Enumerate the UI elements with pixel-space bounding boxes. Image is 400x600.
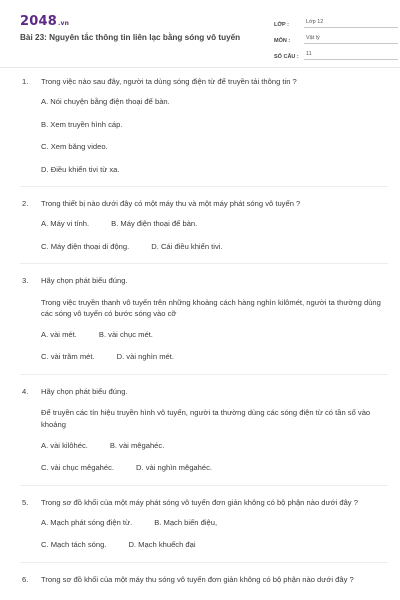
answer-option[interactable]: B. Mạch biến điệu, (154, 517, 218, 527)
answer-option-row (41, 164, 388, 175)
answer-option[interactable]: D. vài nghìn mét. (116, 352, 174, 362)
answer-options (41, 440, 388, 474)
answer-option[interactable]: D. Mạch khuếch đại (128, 540, 196, 550)
site-logo[interactable] (20, 14, 69, 29)
answer-option[interactable]: A. vài mét. (41, 330, 77, 340)
answer-option[interactable]: B. Máy điện thoại để bàn. (111, 219, 198, 229)
answer-option[interactable]: C. vài trăm mét. (41, 352, 95, 362)
meta-row-class (274, 15, 398, 28)
question-item (20, 275, 388, 363)
answer-option-row (41, 539, 388, 550)
answer-option-row (41, 440, 388, 451)
answer-option-row (41, 351, 388, 362)
question-number: 5. (22, 497, 29, 507)
question-number: 4. (22, 386, 29, 396)
answer-option[interactable]: B. Xem truyền hình cáp. (41, 119, 123, 129)
answer-option-row (41, 119, 388, 130)
answer-options (41, 517, 388, 551)
answer-option[interactable]: A. vài kilôhéc. (41, 440, 88, 450)
answer-option[interactable]: C. Máy điện thoại di động. (41, 241, 130, 251)
question-text: Trong việc nào sau đây, người ta dùng sóng điện từ để truyền tải thông tin ? (41, 77, 297, 86)
answer-option[interactable]: A. Mạch phát sóng điện từ. (41, 517, 133, 527)
answer-option[interactable]: D. Điều khiển tivi từ xa. (41, 164, 120, 174)
question-divider (20, 562, 388, 563)
answer-option-row (41, 141, 388, 152)
question-item (20, 386, 388, 474)
question-divider (20, 186, 388, 187)
lesson-title: Bài 23: Nguyên tắc thông tin liên lạc bằng sóng vô tuyến (20, 33, 241, 42)
meta-label: MÔN : (274, 38, 291, 44)
question-subtext: Trong việc truyền thanh vô tuyến trên những khoảng cách hàng nghìn kilômét, người ta thường dùng các sóng vô tuyến có bước sóng vào cỡ (41, 297, 381, 319)
logo-text: 2048 (20, 14, 57, 29)
question-number: 6. (22, 574, 29, 584)
answer-option-row (41, 517, 388, 528)
answer-option[interactable]: C. Xem băng video. (41, 142, 108, 152)
answer-options (41, 218, 388, 252)
answer-options (41, 96, 388, 175)
question-number: 3. (22, 276, 29, 286)
answer-option[interactable]: B. vài mêgahéc. (109, 440, 165, 450)
question-text: Trong sơ đồ khối của một máy thu sóng vô tuyến đơn giản không có bộ phận nào dưới đây ? (41, 574, 354, 584)
answer-option[interactable]: D. vài nghìn mêgahéc. (136, 463, 213, 473)
answer-option[interactable]: A. Nói chuyện bằng điện thoại để bàn. (41, 97, 170, 107)
question-item (20, 198, 388, 252)
meta-value: 11 (304, 51, 398, 60)
question-item (20, 574, 388, 585)
question-text: Trong sơ đồ khối của một máy phát sóng vô tuyến đơn giản không có bộ phận nào dưới đây ? (41, 497, 358, 507)
question-item (20, 497, 388, 551)
meta-info (274, 15, 398, 63)
question-text: Trong thiết bị nào dưới đây có một máy thu và một máy phát sóng vô tuyến ? (41, 198, 301, 208)
answer-option[interactable]: C. vài chục mêgahéc. (41, 463, 115, 473)
worksheet-header (20, 0, 388, 66)
meta-label: SỐ CÂU : (274, 54, 299, 60)
answer-option[interactable]: A. Máy vi tính. (41, 219, 90, 229)
answer-options (41, 329, 388, 363)
question-text: Hãy chọn phát biểu đúng. (41, 386, 128, 396)
question-divider (20, 485, 388, 486)
question-list (20, 76, 388, 585)
header-divider (0, 67, 400, 68)
question-number: 1. (22, 77, 29, 86)
answer-option[interactable]: C. Mạch tách sóng. (41, 540, 107, 550)
answer-option[interactable]: B. vài chục mét. (98, 330, 153, 340)
meta-row-subject (274, 31, 398, 44)
question-number: 2. (22, 198, 29, 208)
answer-option[interactable]: D. Cái điều khiển tivi. (151, 241, 223, 251)
meta-row-count (274, 47, 398, 60)
meta-value: Lớp 12 (304, 19, 398, 28)
meta-label: LỚP : (274, 22, 289, 28)
logo-suffix: .vn (57, 20, 70, 27)
question-item (20, 76, 388, 175)
meta-value: Vật lý (304, 35, 398, 44)
answer-option-row (41, 218, 388, 229)
question-divider (20, 374, 388, 375)
question-divider (20, 263, 388, 264)
answer-option-row (41, 241, 388, 252)
question-subtext: Để truyền các tín hiệu truyền hình vô tuyến, người ta thường dùng các sóng điện từ có tần số vào khoảng (41, 408, 371, 429)
answer-option-row (41, 329, 388, 340)
question-text: Hãy chọn phát biểu đúng. (41, 276, 128, 286)
answer-option-row (41, 96, 388, 107)
answer-option-row (41, 462, 388, 473)
